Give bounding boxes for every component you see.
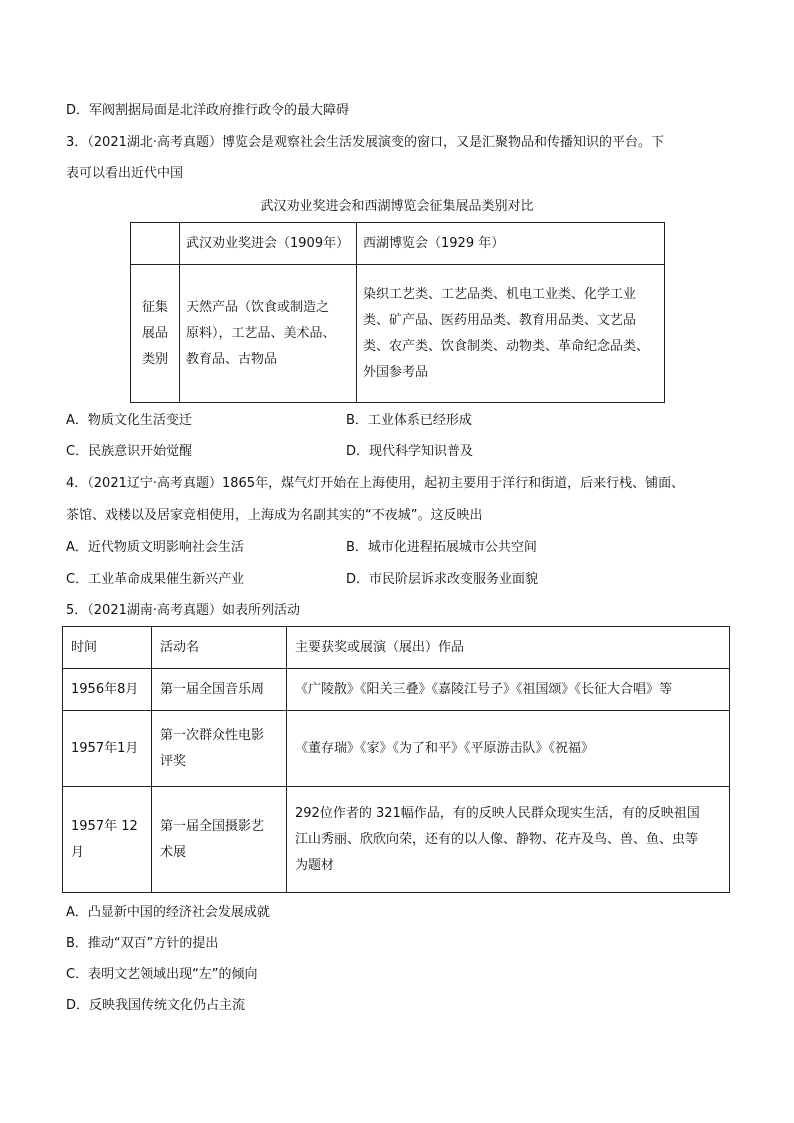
row-label-line: 展品 (141, 325, 168, 341)
q3-option-c: C．民族意识开始觉醒 (66, 444, 193, 459)
q4-option-a: A．近代物质文明影响社会生活 (66, 540, 244, 555)
q4-option-d: D．市民阶层诉求改变服务业面貌 (346, 572, 539, 587)
table1-cell-xihu (357, 265, 665, 403)
q2-option-d: D．军阀割据局面是北洋政府推行政令的最大障碍 (66, 103, 350, 118)
q5-stem: 5．（2021湖南·高考真题）如表所列活动 (66, 603, 300, 618)
cell-line: 292位作者的 321幅作品，有的反映人民群众现实生活，有的反映祖国 (295, 805, 700, 821)
table2-row1-time: 1956年8月 (63, 669, 152, 711)
q5-option-c: C．表明文艺领域出现“左”的倾向 (66, 967, 258, 982)
q4-option-b: B．城市化进程拓展城市公共空间 (346, 540, 537, 555)
q4-stem-line-2: 茶馆、戏楼以及居家竞相使用，上海成为名副其实的“不夜城”。这反映出 (66, 508, 483, 523)
q3-stem-line-2: 表可以看出近代中国 (66, 166, 184, 181)
cell-line: 评奖 (160, 753, 187, 769)
cell-line: 第一届全国摄影艺 (160, 818, 265, 834)
table2-row3-name (152, 787, 287, 893)
cell-line: 为题材 (295, 857, 335, 873)
row-label-line: 征集 (141, 299, 168, 315)
table2-row3-works (287, 787, 730, 893)
q3-table-caption: 武汉劝业奖进会和西湖博览会征集展品类别对比 (260, 199, 534, 214)
table2-row2-name (152, 711, 287, 787)
cell-line: 天然产品（饮食或制造之 (186, 299, 330, 315)
table2-header-time: 时间 (63, 627, 152, 669)
table2-row1-name: 第一届全国音乐周 (152, 669, 287, 711)
table1-header-xihu: 西湖博览会（1929 年） (357, 223, 665, 265)
table1-head-blank (131, 223, 180, 265)
cell-line: 原料），工艺品、美术品、 (186, 325, 336, 341)
cell-line: 江山秀丽、欣欣向荣，还有的以人像、静物、花卉及鸟、兽、鱼、虫等 (295, 831, 699, 847)
q3-option-a: A．物质文化生活变迁 (66, 413, 192, 428)
table2-row1-works: 《广陵散》《阳关三叠》《嘉陵江号子》《祖国颂》《长征大合唱》等 (287, 669, 730, 711)
q3-option-b: B．工业体系已经形成 (346, 413, 472, 428)
table1-cell-wuhan (180, 265, 357, 403)
cell-line: 染织工艺类、工艺品类、机电工业类、化学工业 (363, 286, 637, 302)
cell-line: 术展 (160, 844, 187, 860)
q5-option-d: D．反映我国传统文化仍占主流 (66, 998, 246, 1013)
q4-stem-line-1: 4．（2021辽宁·高考真题）1865年，煤气灯开始在上海使用，起初主要用于洋行和街道，后来行栈、铺面、 (66, 476, 685, 491)
q5-option-b: B．推动“双百”方针的提出 (66, 936, 219, 951)
q4-option-c: C．工业革命成果催生新兴产业 (66, 572, 245, 587)
cell-line: 类、农产类、饮食制类、动物类、革命纪念品类、 (363, 338, 650, 354)
q3-comparison-table (130, 222, 665, 403)
cell-line: 月 (71, 844, 85, 860)
table1-header-wuhan: 武汉劝业奖进会（1909年） (180, 223, 357, 265)
cell-line: 教育品、古物品 (186, 351, 278, 367)
table2-row2-time: 1957年1月 (63, 711, 152, 787)
cell-line: 外国参考品 (363, 364, 429, 380)
q5-activities-table (62, 626, 730, 893)
table2-header-name: 活动名 (152, 627, 287, 669)
q3-stem-line-1: 3．（2021湖北·高考真题）博览会是观察社会生活发展演变的窗口，又是汇聚物品和传播知识的平台。下 (66, 135, 664, 150)
table2-row3-time (63, 787, 152, 893)
cell-line: 1957年 12 (71, 818, 138, 834)
q5-option-a: A．凸显新中国的经济社会发展成就 (66, 905, 270, 920)
table2-row2-works: 《董存瑞》《家》《为了和平》《平原游击队》《祝福》 (287, 711, 730, 787)
table2-header-works: 主要获奖或展演（展出）作品 (287, 627, 730, 669)
cell-line: 类、矿产品、医药用品类、教育用品类、文艺品 (363, 312, 637, 328)
row-label-line: 类别 (141, 351, 168, 367)
cell-line: 第一次群众性电影 (160, 727, 265, 743)
q3-option-d: D．现代科学知识普及 (346, 444, 474, 459)
table1-row-label (131, 265, 180, 403)
